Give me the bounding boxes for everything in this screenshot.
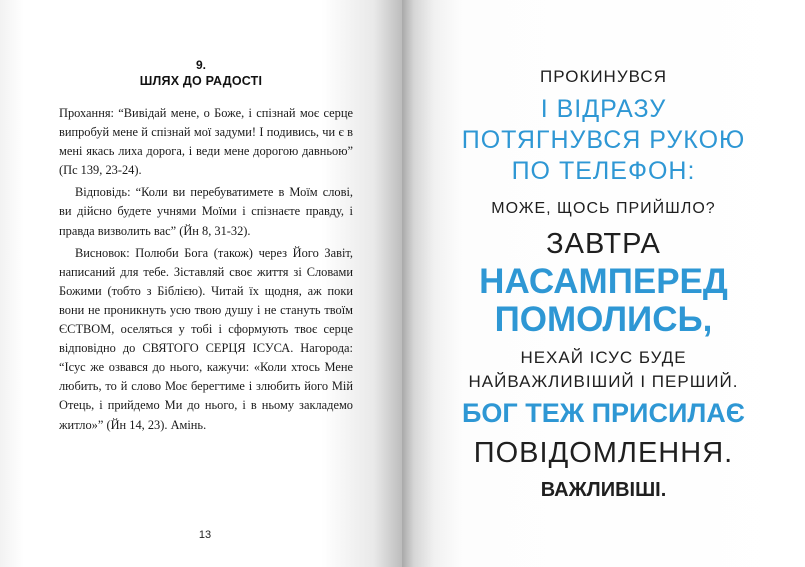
line-god-also-sends: БОГ ТЕЖ ПРИСИЛАЄ bbox=[462, 398, 745, 428]
line-messages: ПОВІДОМЛЕННЯ. bbox=[473, 437, 734, 469]
paragraph-answer: Відповідь: “Коли ви перебуватимете в Моїм слові, ви дійсно будете учнями Моїми і спізнаєте правду, і правда визволить вас” (Йн 8, 31-32). bbox=[59, 185, 353, 238]
line-reached-hand: ПОТЯГНУВСЯ РУКОЮ bbox=[461, 126, 746, 154]
page-number: 13 bbox=[198, 529, 212, 541]
paragraph-request: Прохання: “Вивідай мене, о Боже, і спізнай моє серце випробуй мене й спізнай мої задуми! І подивись, чи є в мені якась лиха дорога, і веди мене дорогою давньою” (Пс 139, 23-24). bbox=[59, 106, 353, 178]
line-immediately: І ВІДРАЗУ bbox=[540, 95, 667, 123]
line-woke-up: ПРОКИНУВСЯ bbox=[540, 67, 667, 86]
body-text bbox=[59, 104, 353, 438]
chapter-title: ШЛЯХ ДО РАДОСТІ bbox=[139, 74, 263, 88]
line-first-of-all: НАСАМПЕРЕД bbox=[479, 262, 728, 301]
line-most-important: НАЙВАЖЛИВІШИЙ І ПЕРШИЙ. bbox=[468, 372, 739, 391]
line-maybe-something-came: МОЖЕ, ЩОСЬ ПРИЙШЛО? bbox=[491, 200, 716, 217]
line-pray: ПОМОЛИСЬ, bbox=[494, 300, 713, 339]
line-for-phone: ПО ТЕЛЕФОН: bbox=[511, 157, 696, 185]
line-let-jesus-be: НЕХАЙ ІСУС БУДЕ bbox=[520, 348, 687, 367]
chapter-number: 9. bbox=[195, 58, 206, 72]
line-more-important: ВАЖЛИВІШІ. bbox=[540, 479, 667, 501]
paragraph-conclusion: Висновок: Полюби Бога (також) через Його Завіт, написаний для тебе. Зіставляй своє життя зі Словами Божими (тобто з Біблією). Читай їх щодня, аж поки вони не проникнуть усю твою душу і не стануть твоїм ЄСТВОМ, оселяться у тобі і сформують твоє серце відповідно до СВЯТОГО СЕРЦЯ ІСУСА. Нагорода: “Ісус же озвався до нього, кажучи: «Коли хтось Мене любить, то й слово Моє берегтиме і злюбить його Мій Отець, і прийдемо Ми до нього, і в ньому закладемо житло»” (Йн 14, 23). Амінь. bbox=[59, 245, 353, 432]
line-tomorrow: ЗАВТРА bbox=[546, 228, 661, 260]
